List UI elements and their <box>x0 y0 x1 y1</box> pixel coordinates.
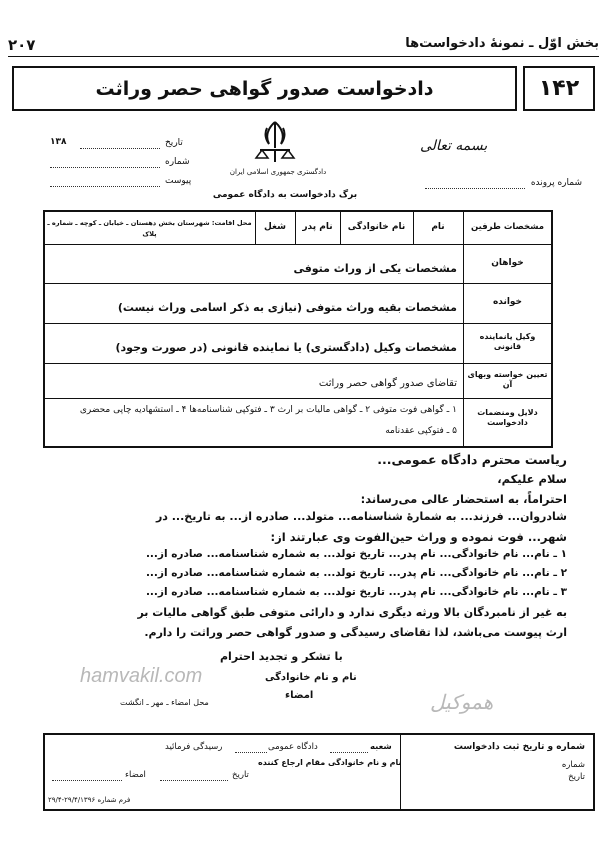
case-number-label: شماره پرونده <box>530 178 582 188</box>
besmellah: بسمه تعالی <box>420 138 488 154</box>
handling-label: رسیدگی فرمائید <box>165 742 223 752</box>
date-field[interactable] <box>80 148 160 149</box>
th-father-name: نام پدر <box>302 222 333 232</box>
footer-date-field[interactable] <box>160 780 228 781</box>
form-number: ۱۴۲ <box>538 76 580 101</box>
letter-line-8: ارث پیوست می‌باشد، لذا تقاضای رسیدگی و صدور گواهی حصر وراثت را دارم. <box>144 626 567 639</box>
footer-signature-label: امضاء <box>125 770 146 780</box>
signer-name: نام و نام خانوادگی <box>265 672 357 683</box>
footer-date-label: تاریخ <box>232 770 249 780</box>
row-label-claim: تعیین خواسته وبهای آن <box>467 370 548 389</box>
row-rule-1 <box>43 283 553 284</box>
number-label: شماره <box>165 157 190 167</box>
row-content-evidence[interactable]: ۱ ـ گواهی فوت متوفی ۲ ـ گواهی مالیات بر ارث ۳ ـ فتوکپی شناسنامه‌ها ۴ ـ استشهادیه چاپی محضری <box>79 405 457 415</box>
row-rule-3 <box>43 363 553 364</box>
row-label-defendant: خوانده <box>492 297 523 307</box>
row-rule-2 <box>43 323 553 324</box>
letter-line-7: به غیر از نامبردگان بالا ورثه دیگری ندارد و دارائی متوفی طبق گواهی مالیات بر <box>137 606 567 619</box>
section-header: بخش اوّل ـ نمونهٔ دادخواست‌ها <box>405 36 599 51</box>
reg-date-label: تاریخ <box>568 772 585 782</box>
th-job: شغل <box>264 222 286 232</box>
attachment-label: پیوست <box>165 176 192 186</box>
footer-signature-field[interactable] <box>52 780 122 781</box>
heir-line-2[interactable]: ۲ ـ نام... نام خانوادگی... نام پدر... تاریخ تولد... به شماره شناسنامه... صادره از... <box>145 567 567 579</box>
letter-greeting: سلام علیکم، <box>497 472 567 486</box>
title-box <box>12 66 517 111</box>
th-last-name: نام خانوادگی <box>347 222 406 232</box>
date-value[interactable]: ۱۳۸ <box>50 137 67 147</box>
form-subtitle: برگ دادخواست به دادگاه عمومی <box>212 190 358 200</box>
th-first-name: نام <box>431 222 445 232</box>
reg-title: شماره و تاریخ ثبت دادخواست <box>453 742 585 752</box>
form-number-box <box>523 66 595 111</box>
emblem-caption: دادگستری جمهوری اسلامی ایران <box>229 168 327 176</box>
letter-closing: با تشکر و تجدید احترام <box>220 650 343 663</box>
table-label-divider <box>463 210 464 448</box>
table-header-rule <box>43 244 553 245</box>
watermark-persian: هموکیل <box>430 690 494 714</box>
form-code: فرم شماره ۲۹/۴/۱۳۹۶-۲۹/۴ <box>48 796 131 804</box>
row-label-attorney: وکیل یانماینده قانونی <box>479 332 536 351</box>
row-content-claim[interactable]: تقاضای صدور گواهی حصر وراثت <box>318 378 457 389</box>
letter-salutation: ریاست محترم دادگاه عمومی... <box>377 452 567 467</box>
watermark-latin: hamvakil.com <box>80 665 203 687</box>
number-field[interactable] <box>50 167 160 168</box>
attachment-field[interactable] <box>50 186 160 187</box>
date-label: تاریخ <box>165 138 183 148</box>
court-field[interactable] <box>235 752 267 753</box>
referrer-label: نام و نام خانوادگی مقام ارجاع کننده <box>258 758 402 767</box>
letter-line-1: احتراماً، به استحضار عالی می‌رساند: <box>360 492 567 506</box>
row-content-plaintiff[interactable]: مشخصات یکی از وراث متوفی <box>293 262 457 275</box>
letter-line-3: شهر... فوت نموده و وراث حین‌الفوت وی عبارتند از: <box>270 530 567 544</box>
row-content-attorney[interactable]: مشخصات وکیل (دادگستری) یا نماینده قانونی (در صورت وجود) <box>115 341 457 354</box>
row-content-defendant[interactable]: مشخصات بقیه وراث متوفی (نیازی به ذکر اسامی وراث نیست) <box>117 301 457 314</box>
row-label-plaintiff: خواهان <box>491 258 524 268</box>
footer-divider <box>400 733 401 811</box>
page-number: ۲۰۷ <box>8 36 36 54</box>
header-rule <box>8 56 599 57</box>
th-residence: محل اقامت: شهرستان بخش دهستان ـ خیابان ـ کوچه ـ شماره ـ پلاک <box>47 219 252 238</box>
heir-line-1[interactable]: ۱ ـ نام... نام خانوادگی... نام پدر... تاریخ تولد... به شماره شناسنامه... صادره از... <box>145 548 567 560</box>
case-number-field[interactable] <box>425 188 525 189</box>
branch-field[interactable] <box>330 752 368 753</box>
row-content-evidence-2[interactable]: ۵ ـ فتوکپی عقدنامه <box>385 426 457 436</box>
th-parties: مشخصات طرفین <box>470 222 545 232</box>
court-label: دادگاه عمومی <box>268 742 318 752</box>
page-title: دادخواست صدور گواهی حصر وراثت <box>95 77 434 100</box>
stamp-label: محل امضاء ـ مهر ـ انگشت <box>120 698 209 707</box>
heir-line-3[interactable]: ۳ ـ نام... نام خانوادگی... نام پدر... تاریخ تولد... به شماره شناسنامه... صادره از... <box>145 586 567 598</box>
emblem-icon <box>250 118 300 166</box>
reg-number-label: شماره <box>561 760 585 770</box>
branch-label: شعبه <box>370 742 392 752</box>
row-rule-4 <box>43 398 553 399</box>
signature-label: امضاء <box>285 690 314 701</box>
row-label-evidence: دلایل ومنضمات دادخواست <box>477 408 538 427</box>
letter-line-2: شادروان... فرزند... به شمارهٔ شناسنامه... متولد... صادره از... به تاریخ... در <box>155 510 567 523</box>
